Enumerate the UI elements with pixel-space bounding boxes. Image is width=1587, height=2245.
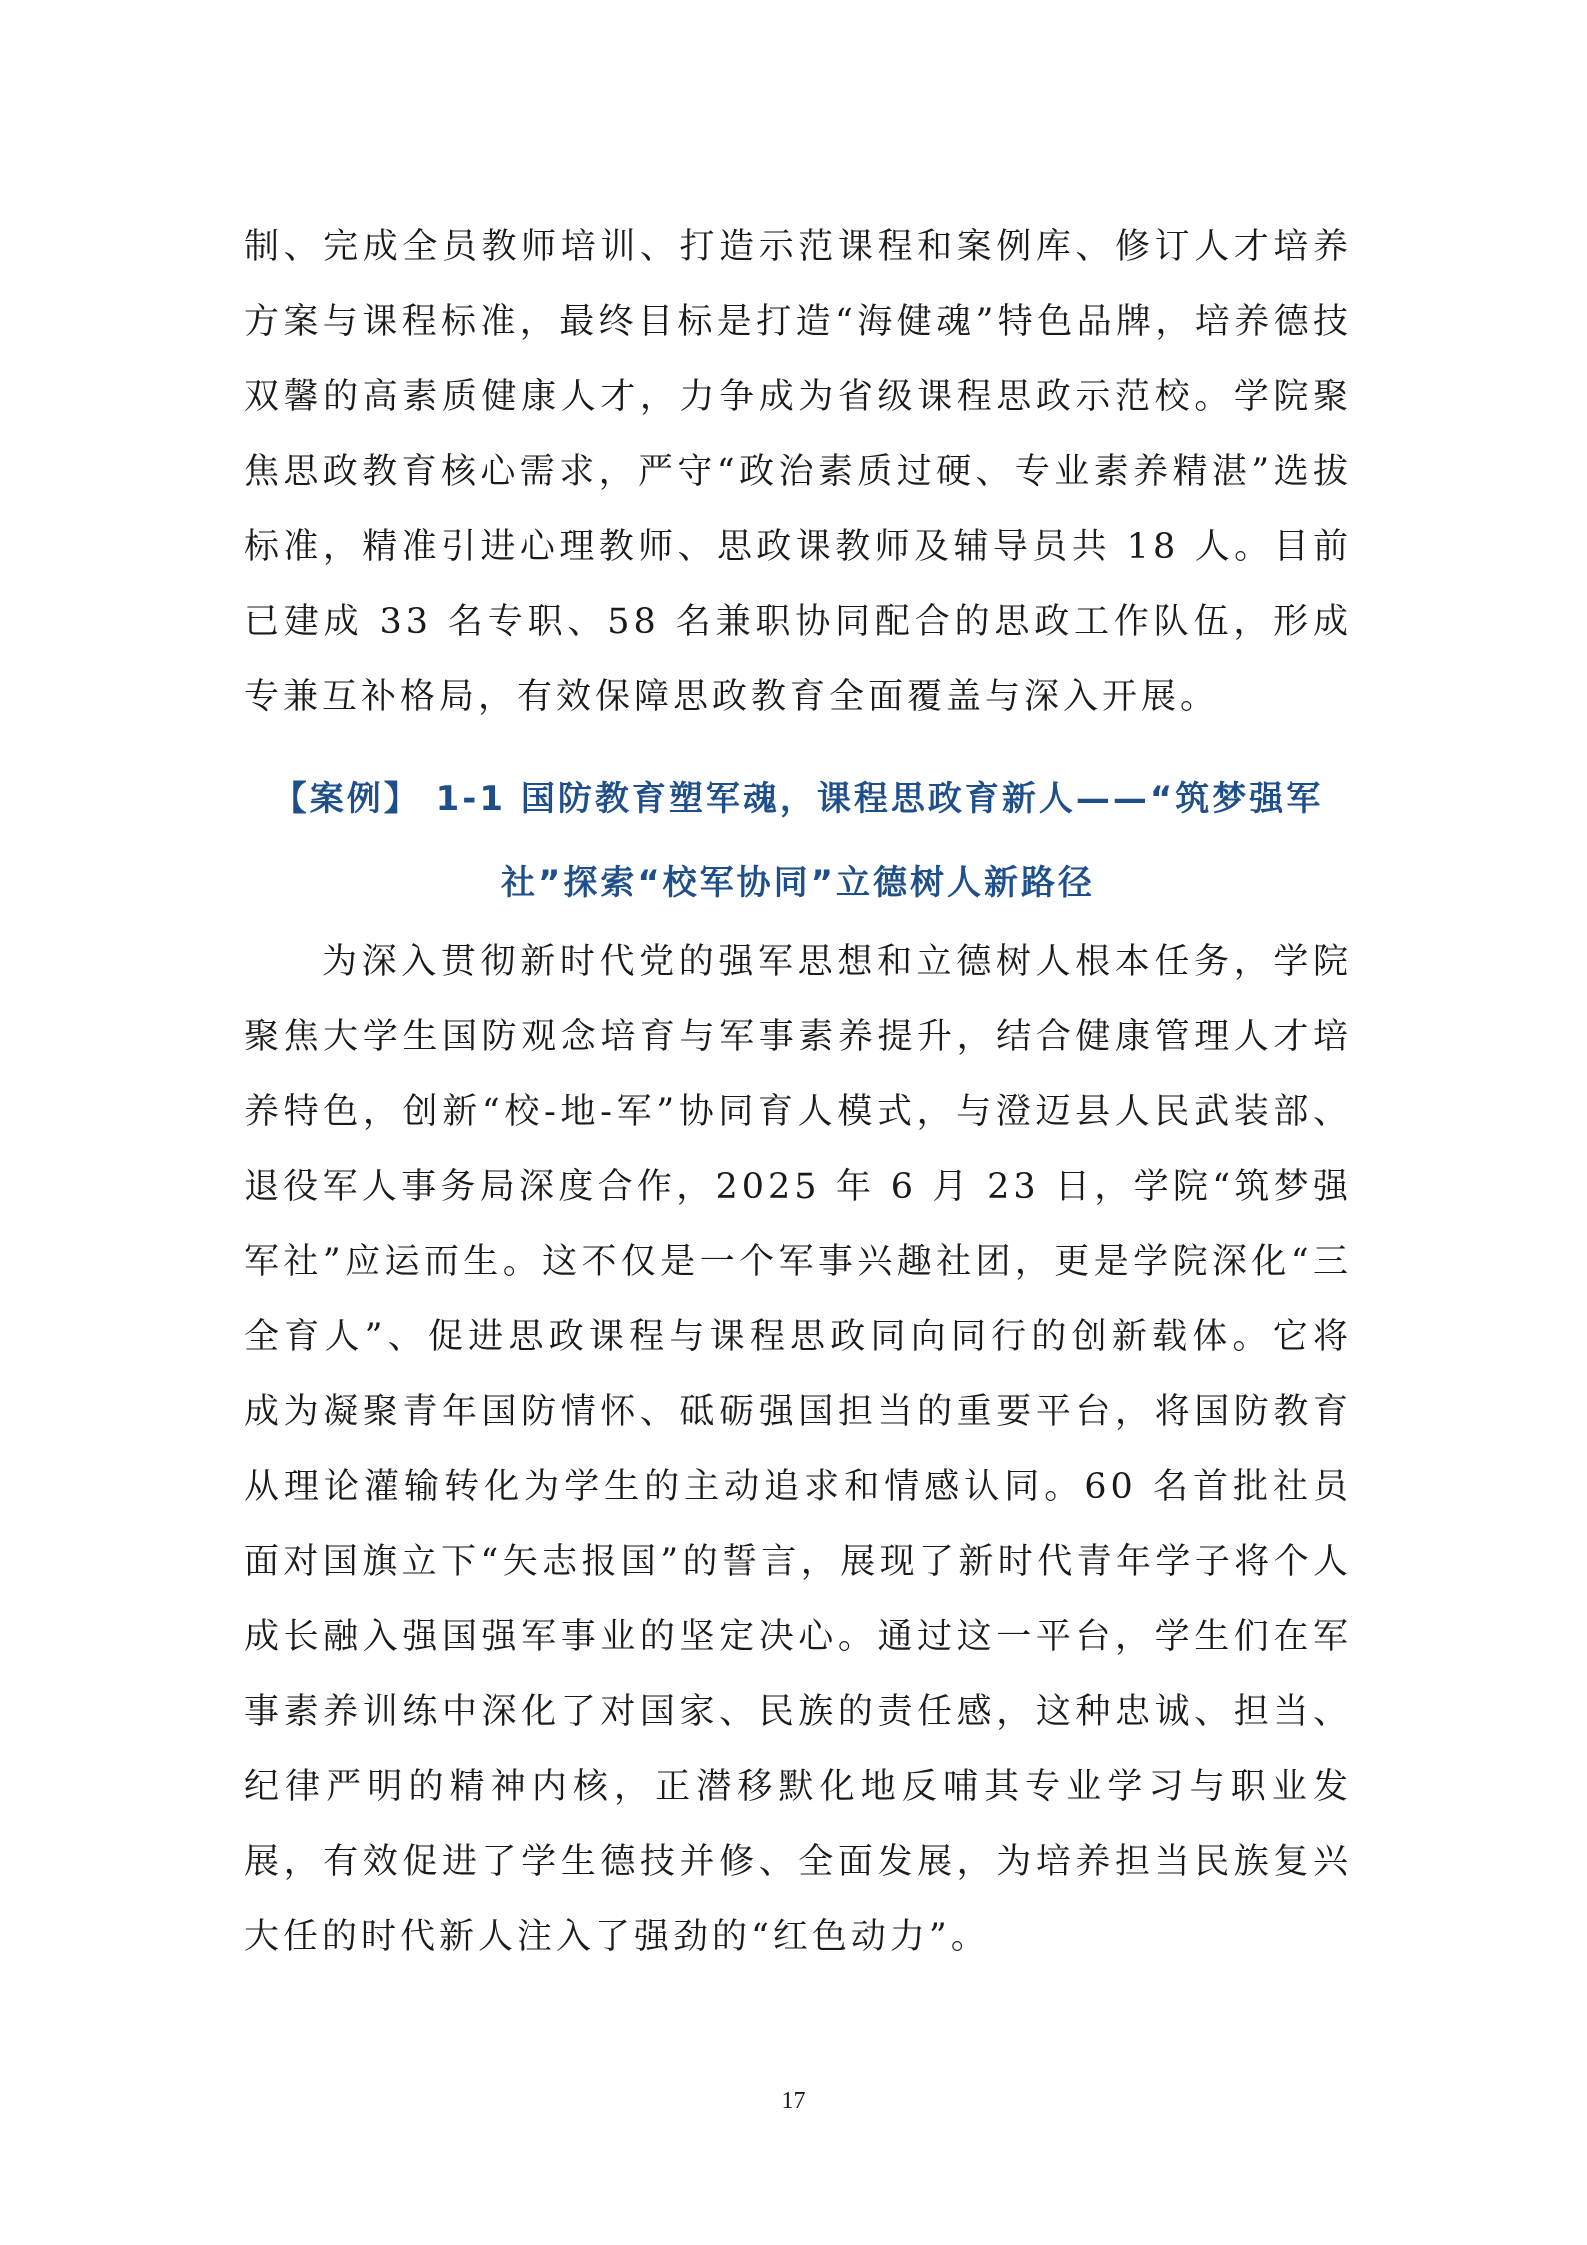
body-paragraph-2: 为深入贯彻新时代党的强军思想和立德树人根本任务，学院聚焦大学生国防观念培育与军事素养提升，结合健康管理人才培养特色，创新“校-地-军”协同育人模式，与澄迈县人民武装部、退役军人事务局深度合作，2025 年 6 月 23 日，学院“筑梦强军社”应运而生。这不仅是一个军事兴趣社团，更是学院深化“三全育人”、促进思政课程与课程思政同向同行的创新载体。它将成为凝聚青年国防情怀、砥砺强国担当的重要平台，将国防教育从理论灌输转化为学生的主动追求和情感认同。60 名首批社员面对国旗立下“矢志报国”的誓言，展现了新时代青年学子将个人成长融入强国强军事业的坚定决心。通过这一平台，学生们在军事素养训练中深化了对国家、民族的责任感，这种忠诚、担当、纪律严明的精神内核，正潜移默化地反哺其专业学习与职业发展，有效促进了学生德技并修、全面发展，为培养担当民族复兴大任的时代新人注入了强劲的“红色动力”。 (244, 942, 1352, 1957)
page-number: 17 (781, 2088, 806, 2114)
document-page (244, 210, 1352, 1975)
case-heading-line-2: 社”探索“校军协同”立德树人新路径 (500, 863, 1096, 903)
case-heading (244, 757, 1352, 925)
body-paragraph-1: 制、完成全员教师培训、打造示范课程和案例库、修订人才培养方案与课程标准，最终目标是打造“海健魂”特色品牌，培养德技双馨的高素质健康人才，力争成为省级课程思政示范校。学院聚焦思政教育核心需求，严守“政治素质过硬、专业素养精湛”选拔标准，精准引进心理教师、思政课教师及辅导员共 18 人。目前已建成 33 名专职、58 名兼职协同配合的思政工作队伍，形成专兼互补格局，有效保障思政教育全面覆盖与深入开展。 (244, 227, 1352, 717)
case-heading-line-1: 【案例】 1-1 国防教育塑军魂，课程思政育新人——“筑梦强军 (272, 779, 1324, 819)
